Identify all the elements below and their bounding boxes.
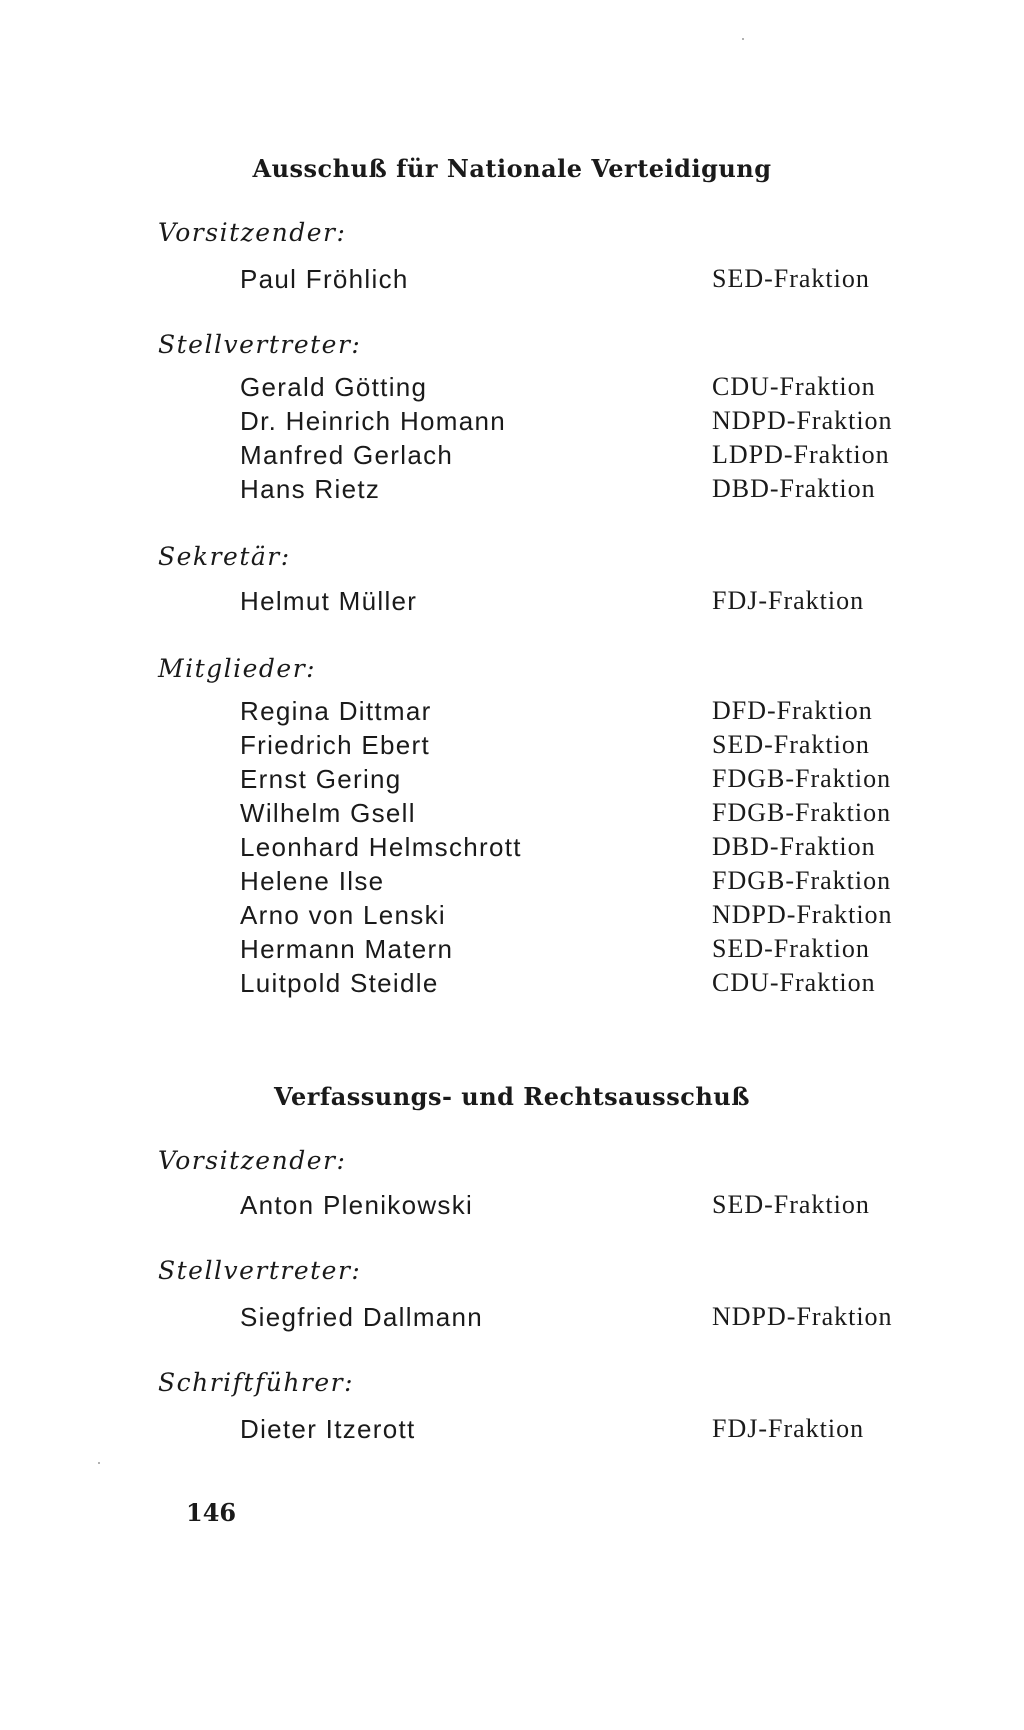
member-party: DBD-Fraktion — [712, 832, 876, 861]
member-party: LDPD-Fraktion — [712, 440, 890, 469]
member-name: Helene Ilse — [240, 866, 385, 896]
list-item — [0, 474, 1024, 508]
member-party: SED-Fraktion — [712, 264, 870, 293]
list-item — [0, 372, 1024, 406]
member-party: CDU-Fraktion — [712, 372, 876, 401]
member-name: Helmut Müller — [240, 586, 418, 616]
list-item — [0, 406, 1024, 440]
committee-title: Verfassungs- und Rechtsausschuß — [274, 1082, 750, 1111]
scan-speck — [98, 1462, 100, 1464]
list-item — [0, 968, 1024, 1002]
recorder-label: Schriftführer: — [158, 1368, 355, 1397]
page-number: 146 — [186, 1498, 237, 1527]
list-item — [0, 264, 1024, 298]
deputy-label: Stellvertreter: — [158, 1256, 362, 1285]
member-name: Hans Rietz — [240, 474, 381, 504]
member-name: Dieter Itzerott — [240, 1414, 416, 1444]
list-item — [0, 764, 1024, 798]
member-party: DBD-Fraktion — [712, 474, 876, 503]
list-item — [0, 440, 1024, 474]
list-item — [0, 832, 1024, 866]
member-party: NDPD-Fraktion — [712, 1302, 893, 1331]
member-name: Gerald Götting — [240, 372, 428, 402]
member-name: Manfred Gerlach — [240, 440, 454, 470]
member-name: Ernst Gering — [240, 764, 402, 794]
member-name: Arno von Lenski — [240, 900, 446, 930]
list-item — [0, 1414, 1024, 1448]
scan-speck — [742, 38, 744, 40]
member-party: FDJ-Fraktion — [712, 586, 865, 615]
list-item — [0, 730, 1024, 764]
members-label: Mitglieder: — [158, 654, 317, 683]
member-party: FDGB-Fraktion — [712, 764, 892, 793]
member-name: Anton Plenikowski — [240, 1190, 474, 1220]
committee-title: Ausschuß für Nationale Verteidigung — [252, 154, 772, 183]
member-party: FDGB-Fraktion — [712, 798, 892, 827]
member-name: Wilhelm Gsell — [240, 798, 416, 828]
member-name: Dr. Heinrich Homann — [240, 406, 507, 436]
list-item — [0, 1190, 1024, 1224]
list-item — [0, 866, 1024, 900]
member-party: FDGB-Fraktion — [712, 866, 892, 895]
member-name: Paul Fröhlich — [240, 264, 409, 294]
member-name: Leonhard Helmschrott — [240, 832, 522, 862]
secretary-label: Sekretär: — [158, 542, 291, 571]
list-item — [0, 900, 1024, 934]
member-party: CDU-Fraktion — [712, 968, 876, 997]
list-item — [0, 586, 1024, 620]
deputies-label: Stellvertreter: — [158, 330, 362, 359]
list-item — [0, 934, 1024, 968]
member-name: Hermann Matern — [240, 934, 454, 964]
chair-label: Vorsitzender: — [158, 218, 347, 247]
member-party: DFD-Fraktion — [712, 696, 873, 725]
list-item — [0, 1302, 1024, 1336]
member-party: SED-Fraktion — [712, 934, 870, 963]
member-name: Regina Dittmar — [240, 696, 432, 726]
member-name: Siegfried Dallmann — [240, 1302, 484, 1332]
chair-label: Vorsitzender: — [158, 1146, 347, 1175]
member-party: FDJ-Fraktion — [712, 1414, 865, 1443]
list-item — [0, 798, 1024, 832]
member-party: SED-Fraktion — [712, 730, 870, 759]
list-item — [0, 696, 1024, 730]
member-party: SED-Fraktion — [712, 1190, 870, 1219]
member-party: NDPD-Fraktion — [712, 900, 893, 929]
member-name: Friedrich Ebert — [240, 730, 430, 760]
member-party: NDPD-Fraktion — [712, 406, 893, 435]
member-name: Luitpold Steidle — [240, 968, 439, 998]
